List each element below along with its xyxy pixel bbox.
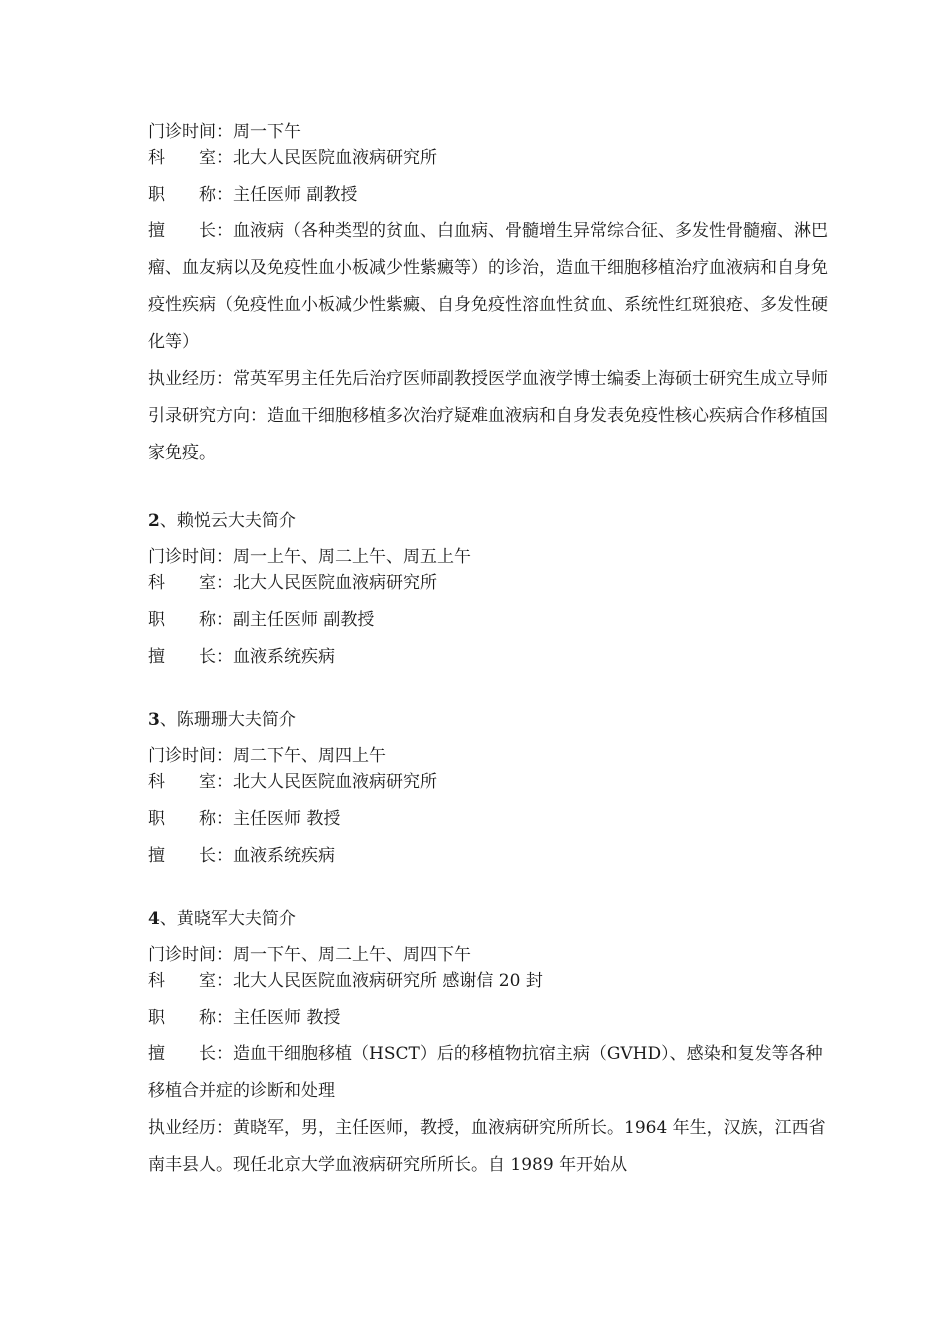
department-value: 北大人民医院血液病研究所 感谢信 20 封 [233, 971, 543, 991]
doctor-3-department [148, 771, 828, 793]
clinic-hours-value: 周一下午 [233, 122, 301, 142]
doctor-4-specialty [148, 1036, 828, 1110]
section-title: 、黄晓军大夫简介 [159, 909, 296, 929]
title-value: 副主任医师 副教授 [233, 610, 375, 630]
title-label: 职 称： [148, 1008, 233, 1028]
specialty-value: 血液系统疾病 [233, 647, 335, 667]
department-value: 北大人民医院血液病研究所 [233, 573, 437, 593]
title-label: 职 称： [148, 809, 233, 829]
department-label: 科 室： [148, 772, 233, 792]
section-title: 、赖悦云大夫简介 [159, 511, 296, 531]
experience-label: 执业经历： [148, 369, 233, 389]
clinic-hours-value: 周一下午、周二上午、周四下午 [233, 945, 471, 965]
section-number: 4 [148, 909, 160, 929]
doctor-4-title [148, 1007, 828, 1029]
doctor-3-clinic-hours [148, 745, 828, 767]
doctor-2-profile [148, 510, 828, 668]
doctor-2-clinic-hours [148, 546, 828, 568]
experience-label: 执业经历： [148, 1118, 233, 1138]
doctor-2-title [148, 609, 828, 631]
clinic-hours-value: 周二下午、周四上午 [233, 746, 386, 766]
doctor-1-profile [148, 121, 828, 472]
department-label: 科 室： [148, 148, 233, 168]
clinic-hours-label: 门诊时间： [148, 746, 233, 766]
specialty-value: 血液系统疾病 [233, 846, 335, 866]
title-label: 职 称： [148, 610, 233, 630]
doctor-3-specialty [148, 845, 828, 867]
specialty-label: 擅 长： [148, 1044, 233, 1064]
title-value: 主任医师 副教授 [233, 185, 358, 205]
doctor-1-title [148, 184, 828, 206]
title-label: 职 称： [148, 185, 233, 205]
doctor-1-experience [148, 361, 828, 472]
doctor-1-department [148, 147, 828, 169]
experience-value: 黄晓军，男，主任医师，教授，血液病研究所所长。1964 年生，汉族，江西省南丰县人。现任北京大学血液病研究所所长。自 1989 年开始从 [148, 1118, 826, 1175]
section-title: 、陈珊珊大夫简介 [159, 710, 296, 730]
doctor-4-experience [148, 1110, 828, 1184]
doctor-2-heading [148, 510, 828, 532]
doctor-4-clinic-hours [148, 944, 828, 966]
title-value: 主任医师 教授 [233, 809, 341, 829]
specialty-value: 造血干细胞移植（HSCT）后的移植物抗宿主病（GVHD）、感染和复发等各种移植合并症的诊断和处理 [148, 1044, 823, 1101]
department-label: 科 室： [148, 971, 233, 991]
specialty-label: 擅 长： [148, 647, 233, 667]
experience-value: 常英军男主任先后治疗医师副教授医学血液学博士编委上海硕士研究生成立导师引录研究方向：造血干细胞移植多次治疗疑难血液病和自身发表免疫性核心疾病合作移植国家免疫。 [148, 369, 828, 463]
clinic-hours-value: 周一上午、周二上午、周五上午 [233, 547, 471, 567]
doctor-4-department [148, 970, 828, 992]
title-value: 主任医师 教授 [233, 1008, 341, 1028]
doctor-4-profile [148, 908, 828, 1184]
clinic-hours-label: 门诊时间： [148, 547, 233, 567]
doctor-3-profile [148, 709, 828, 867]
clinic-hours-label: 门诊时间： [148, 945, 233, 965]
doctor-4-heading [148, 908, 828, 930]
section-number: 3 [148, 710, 160, 730]
doctor-2-department [148, 572, 828, 594]
department-value: 北大人民医院血液病研究所 [233, 148, 437, 168]
department-value: 北大人民医院血液病研究所 [233, 772, 437, 792]
doctor-1-clinic-hours [148, 121, 828, 143]
document-page [148, 121, 828, 1184]
doctor-3-heading [148, 709, 828, 731]
specialty-label: 擅 长： [148, 846, 233, 866]
doctor-3-title [148, 808, 828, 830]
department-label: 科 室： [148, 573, 233, 593]
specialty-label: 擅 长： [148, 221, 233, 241]
specialty-value: 血液病（各种类型的贫血、白血病、骨髓增生异常综合征、多发性骨髓瘤、淋巴瘤、血友病以及免疫性血小板减少性紫癜等）的诊治，造血干细胞移植治疗血液病和自身免疫性疾病（免疫性血小板减少性紫癜、自身免疫性溶血性贫血、系统性红斑狼疮、多发性硬化等） [148, 221, 828, 352]
clinic-hours-label: 门诊时间： [148, 122, 233, 142]
section-number: 2 [148, 511, 160, 531]
doctor-1-specialty [148, 213, 828, 361]
doctor-2-specialty [148, 646, 828, 668]
